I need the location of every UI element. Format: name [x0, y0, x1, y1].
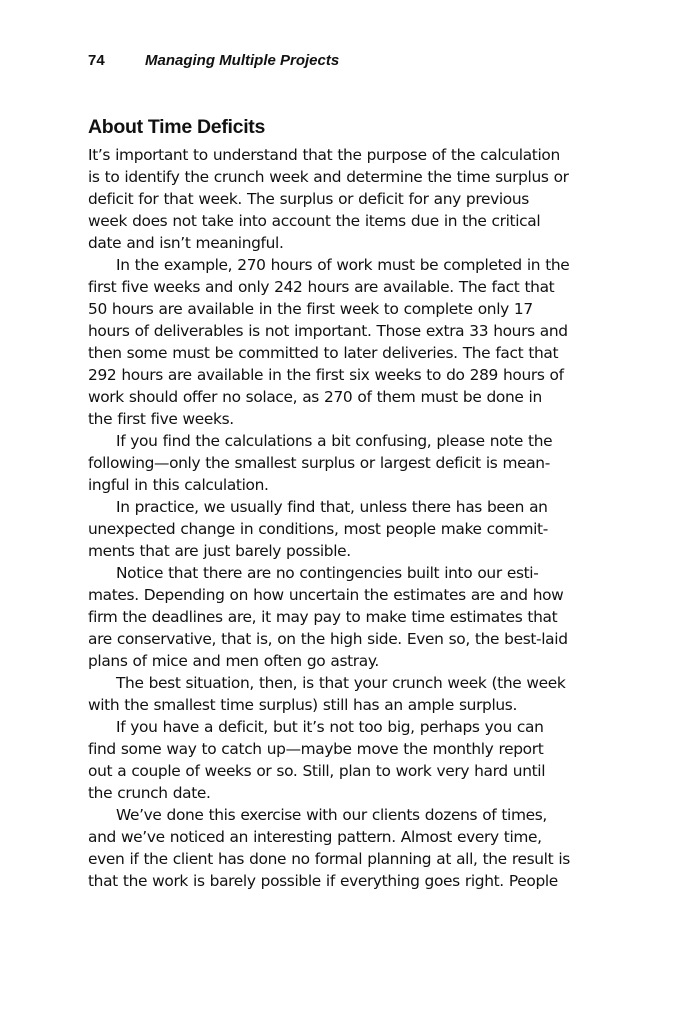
- text-line: firm the deadlines are, it may pay to make time estimates that: [88, 608, 558, 626]
- text-line: In practice, we usually find that, unless there has been an: [116, 498, 548, 516]
- text-line: even if the client has done no formal planning at all, the result is: [88, 850, 570, 868]
- text-line: deficit for that week. The surplus or deficit for any previous: [88, 190, 529, 208]
- paragraph-1: [88, 144, 600, 254]
- paragraph-4: [88, 496, 600, 562]
- text-line: If you have a deficit, but it’s not too big, perhaps you can: [116, 718, 544, 736]
- text-line: If you find the calculations a bit confusing, please note the: [116, 432, 553, 450]
- text-line: find some way to catch up—maybe move the monthly report: [88, 740, 544, 758]
- text-line: and we’ve noticed an interesting pattern. Almost every time,: [88, 828, 542, 846]
- text-line: 292 hours are available in the first six weeks to do 289 hours of: [88, 366, 564, 384]
- text-line: The best situation, then, is that your crunch week (the week: [116, 674, 566, 692]
- text-line: that the work is barely possible if everything goes right. People: [88, 872, 558, 890]
- text-line: mates. Depending on how uncertain the estimates are and how: [88, 586, 564, 604]
- paragraph-8: [88, 804, 600, 892]
- text-line: Notice that there are no contingencies built into our esti-: [116, 564, 539, 582]
- text-line: plans of mice and men often go astray.: [88, 652, 379, 670]
- text-line: out a couple of weeks or so. Still, plan to work very hard until: [88, 762, 546, 780]
- running-header: [88, 52, 600, 74]
- body-text: [88, 144, 600, 892]
- text-line: with the smallest time surplus) still has an ample surplus.: [88, 696, 518, 714]
- text-line: the first five weeks.: [88, 410, 234, 428]
- text-line: the crunch date.: [88, 784, 211, 802]
- text-line: then some must be committed to later deliveries. The fact that: [88, 344, 559, 362]
- text-line: hours of deliverables is not important. Those extra 33 hours and: [88, 322, 568, 340]
- book-page: [88, 52, 600, 892]
- page-number: 74: [88, 52, 105, 69]
- text-line: work should offer no solace, as 270 of them must be done in: [88, 388, 542, 406]
- paragraph-3: [88, 430, 600, 496]
- book-title: Managing Multiple Projects: [145, 52, 340, 69]
- paragraph-6: [88, 672, 600, 716]
- text-line: ingful in this calculation.: [88, 476, 269, 494]
- text-line: is to identify the crunch week and determine the time surplus or: [88, 168, 569, 186]
- text-line: following—only the smallest surplus or largest deficit is mean-: [88, 454, 550, 472]
- text-line: first five weeks and only 242 hours are available. The fact that: [88, 278, 555, 296]
- text-line: are conservative, that is, on the high side. Even so, the best-laid: [88, 630, 568, 648]
- text-line: In the example, 270 hours of work must be completed in the: [116, 256, 570, 274]
- section-title: About Time Deficits: [88, 116, 266, 138]
- text-line: We’ve done this exercise with our clients dozens of times,: [116, 806, 547, 824]
- paragraph-7: [88, 716, 600, 804]
- text-line: date and isn’t meaningful.: [88, 234, 284, 252]
- text-line: ments that are just barely possible.: [88, 542, 351, 560]
- text-line: week does not take into account the items due in the critical: [88, 212, 541, 230]
- paragraph-2: [88, 254, 600, 430]
- text-line: unexpected change in conditions, most people make commit-: [88, 520, 548, 538]
- text-line: 50 hours are available in the first week to complete only 17: [88, 300, 533, 318]
- paragraph-5: [88, 562, 600, 672]
- text-line: It’s important to understand that the purpose of the calculation: [88, 146, 560, 164]
